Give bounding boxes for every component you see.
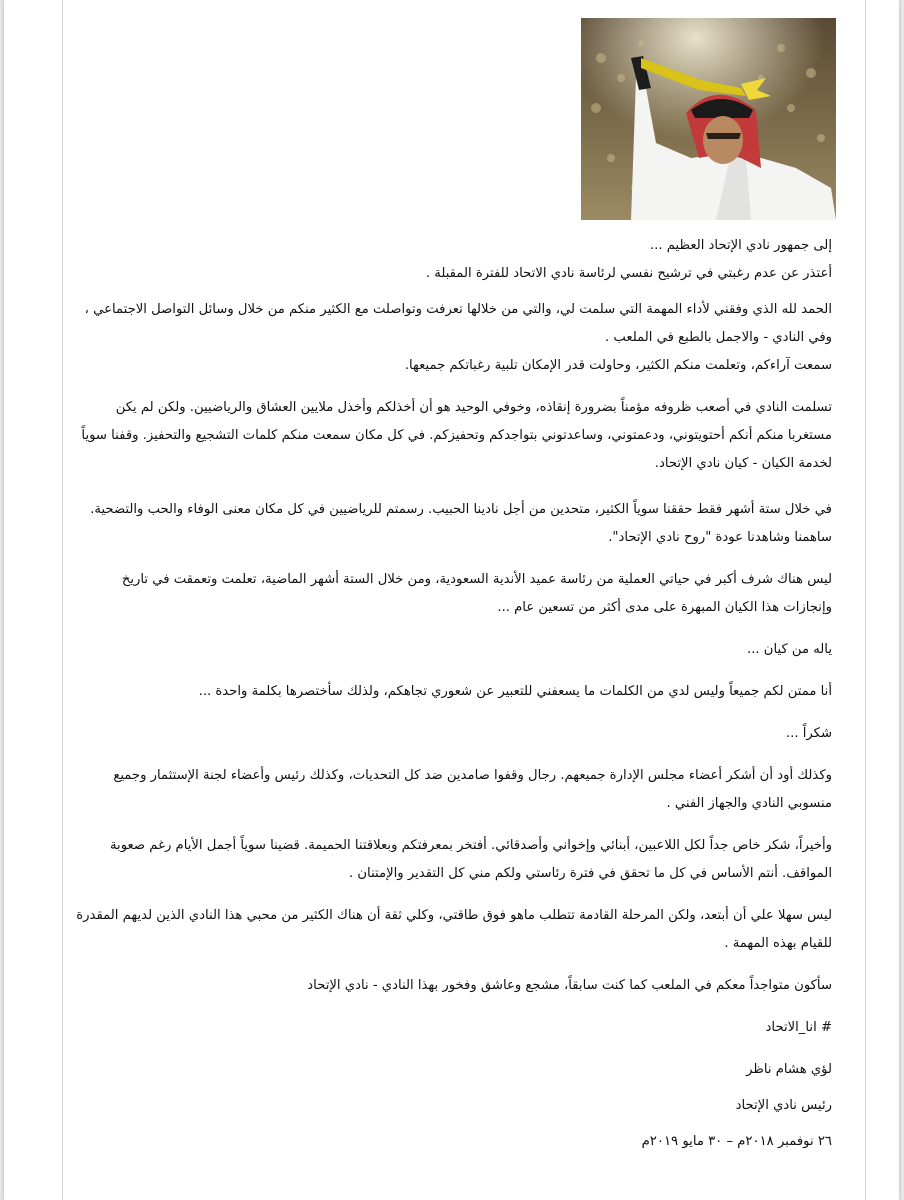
photo (581, 18, 836, 220)
margin-line (62, 0, 63, 1200)
paragraph-line: للقيام بهذه المهمة . (724, 936, 832, 951)
paragraph-line: وإنجازات هذا الكيان المبهرة على مدى أكثر من تسعين عام ... (497, 600, 832, 615)
paragraph-line: منسوبي النادي والجهاز الفني . (666, 796, 832, 811)
paragraph-line: شكراً ... (785, 726, 832, 741)
paragraph-line: سمعت آراءكم، وتعلمت منكم الكثير، وحاولت قدر الإمكان تلبية رغباتكم جميعها. (404, 358, 832, 373)
paragraph-line: في خلال ستة أشهر فقط حققنا سوياً الكثير، متحدين من أجل نادينا الحبيب. رسمتم للرياضيين في كل مكان معنى الوفاء والحب والتضحية. (90, 502, 832, 517)
paragraph-line: لخدمة الكيان - كيان نادي الإتحاد. (654, 456, 832, 471)
paragraph-line: المواقف. أنتم الأساس في كل ما تحقق في فترة رئاستي ولكم مني كل التقدير والإمتنان . (348, 866, 832, 881)
photo-image (581, 18, 836, 220)
hashtag: # انا_الاتحاد (765, 1020, 832, 1035)
paragraph-line: تسلمت النادي في أصعب ظروفه مؤمناً بضرورة إنقاذه، وخوفي الوحيد هو أن أخذلكم وأخذل ملايين العشاق والرياضيين. ولكن لم يكن (115, 400, 832, 415)
paragraph-line: وفي النادي - والاجمل بالطبع في الملعب . (605, 330, 832, 345)
signature-title: رئيس نادي الإتحاد (735, 1098, 832, 1113)
signature-name: لؤي هشام ناظر (746, 1062, 832, 1077)
paragraph-line: ساهمنا وشاهدنا عودة "روح نادي الإتحاد". (608, 530, 832, 545)
paragraph-line: وكذلك أود أن أشكر أعضاء مجلس الإدارة جميعهم. رجال وقفوا صامدين ضد كل التحديات، وكذلك رئيس وأعضاء لجنة الإستثمار وجميع (113, 768, 832, 783)
paragraph-line: ليس سهلا علي أن أبتعد، ولكن المرحلة القادمة تتطلب ماهو فوق طاقتي، وكلي ثقة أن هناك الكثير من محبي هذا النادي الذين لديهم المقدرة (76, 908, 832, 923)
paragraph-line: ليس هناك شرف أكبر في حياتي العملية من رئاسة عميد الأندية السعودية، ومن خلال الستة أشهر الماضية، تعلمت وتعمقت في تاريخ (121, 572, 832, 587)
margin-line (865, 0, 866, 1200)
letter-body (76, 232, 832, 1156)
paragraph-line: وأخيراً، شكر خاص جداً لكل اللاعبين، أبنائي وإخواني وأصدقائي. أفتخر بمعرفتكم وبعلاقتنا الحميمة. قضينا سوياً أجمل الأيام رغم صعوبة (109, 838, 832, 853)
greeting: إلى جمهور نادي الإتحاد العظيم ... (649, 238, 832, 253)
paragraph-line: ياله من كيان ... (747, 642, 832, 657)
signature-date: ٢٦ نوفمبر ٢٠١٨م – ٣٠ مايو ٢٠١٩م (641, 1134, 832, 1149)
paragraph-line: مستغربا منكم أنكم أحتويتوني، ودعمتوني، وساعدتوني بتواجدكم وتحفيزكم. في كل مكان سمعت منكم كلمات التشجيع والتحفيز. وقفنا سوياً (81, 428, 832, 443)
paragraph-line: أعتذر عن عدم رغبتي في ترشيح نفسي لرئاسة نادي الاتحاد للفترة المقبلة . (425, 266, 832, 281)
paragraph-line: أنا ممتن لكم جميعاً وليس لدي من الكلمات ما يسعفني للتعبير عن شعوري تجاهكم، ولذلك سأختصرها بكلمة واحدة ... (198, 684, 832, 699)
paragraph-line: الحمد لله الذي وفقني لأداء المهمة التي سلمت لي، والتي من خلالها تعرفت وتواصلت مع الكثير منكم من خلال وسائل التواصل الاجتماعي ، (84, 302, 832, 317)
paragraph-line: سأكون متواجداً معكم في الملعب كما كنت سابقاً، مشجع وعاشق وفخور بهذا النادي - نادي الإتحاد (307, 978, 832, 993)
document-page (4, 0, 899, 1200)
